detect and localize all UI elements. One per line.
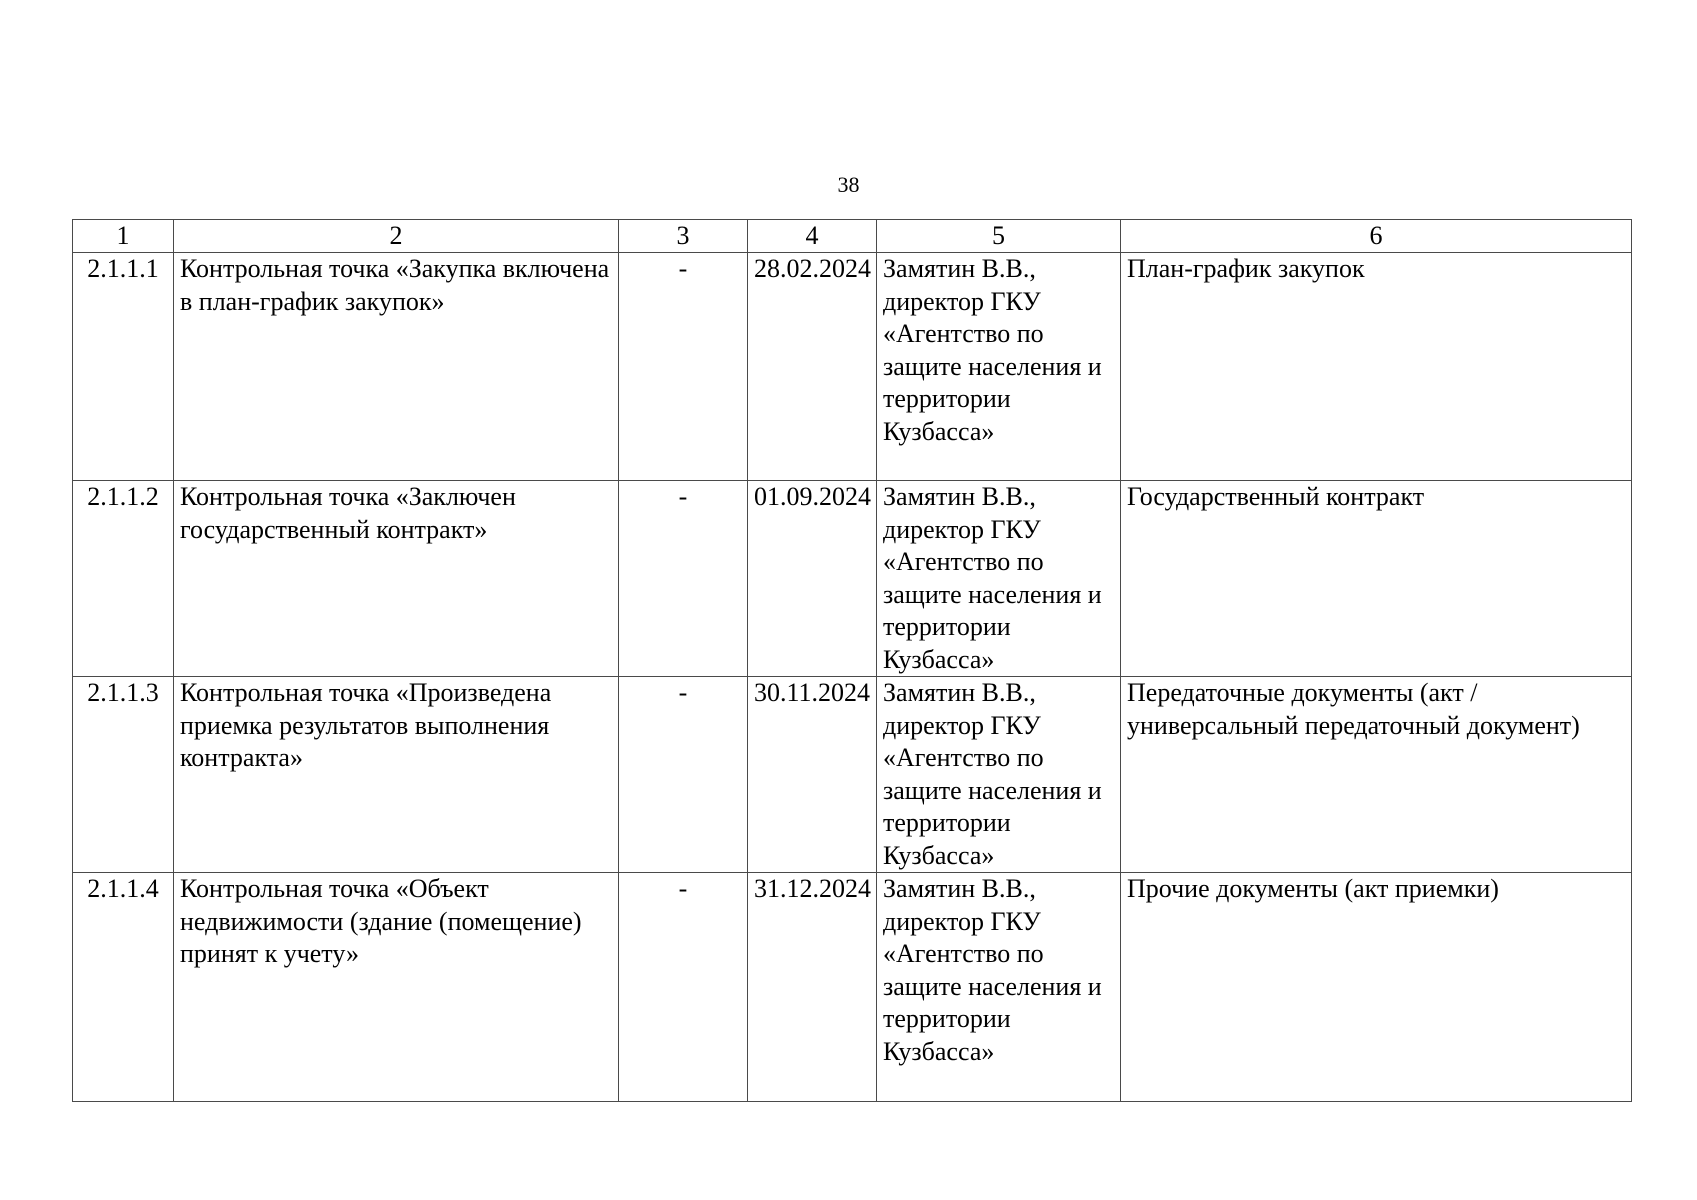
- item-number: 2.1.1.3: [73, 677, 174, 873]
- table-row: [73, 677, 1632, 873]
- column-3-value: -: [619, 481, 748, 677]
- control-point-name: Контрольная точка «Произведена приемка результатов выполнения контракта»: [174, 677, 619, 873]
- control-points-table: [72, 219, 1632, 1102]
- deadline-date: 01.09.2024: [748, 481, 877, 677]
- control-point-name: Контрольная точка «Объект недвижимости (здание (помещение) принят к учету»: [174, 873, 619, 1102]
- item-number: 2.1.1.1: [73, 253, 174, 481]
- responsible-person: Замятин В.В., директор ГКУ «Агентство по защите населения и территории Кузбасса»: [877, 253, 1121, 481]
- responsible-person: Замятин В.В., директор ГКУ «Агентство по защите населения и территории Кузбасса»: [877, 481, 1121, 677]
- control-point-name: Контрольная точка «Заключен государственный контракт»: [174, 481, 619, 677]
- table-row: [73, 481, 1632, 677]
- item-number: 2.1.1.4: [73, 873, 174, 1102]
- deadline-date: 31.12.2024: [748, 873, 877, 1102]
- column-3-value: -: [619, 253, 748, 481]
- column-3-value: -: [619, 873, 748, 1102]
- deadline-date: 28.02.2024: [748, 253, 877, 481]
- column-header: 4: [748, 220, 877, 253]
- column-3-value: -: [619, 677, 748, 873]
- column-header: 1: [73, 220, 174, 253]
- responsible-person: Замятин В.В., директор ГКУ «Агентство по защите населения и территории Кузбасса»: [877, 677, 1121, 873]
- column-header: 3: [619, 220, 748, 253]
- table-header-row: [73, 220, 1632, 253]
- confirming-document: Прочие документы (акт приемки): [1121, 873, 1632, 1102]
- item-number: 2.1.1.2: [73, 481, 174, 677]
- page-number: 38: [837, 172, 860, 197]
- column-header: 6: [1121, 220, 1632, 253]
- responsible-person: Замятин В.В., директор ГКУ «Агентство по защите населения и территории Кузбасса»: [877, 873, 1121, 1102]
- deadline-date: 30.11.2024: [748, 677, 877, 873]
- confirming-document: План-график закупок: [1121, 253, 1632, 481]
- column-header: 2: [174, 220, 619, 253]
- confirming-document: Государственный контракт: [1121, 481, 1632, 677]
- table-row: [73, 253, 1632, 481]
- confirming-document: Передаточные документы (акт / универсальный передаточный документ): [1121, 677, 1632, 873]
- control-point-name: Контрольная точка «Закупка включена в план-график закупок»: [174, 253, 619, 481]
- column-header: 5: [877, 220, 1121, 253]
- table-row: [73, 873, 1632, 1102]
